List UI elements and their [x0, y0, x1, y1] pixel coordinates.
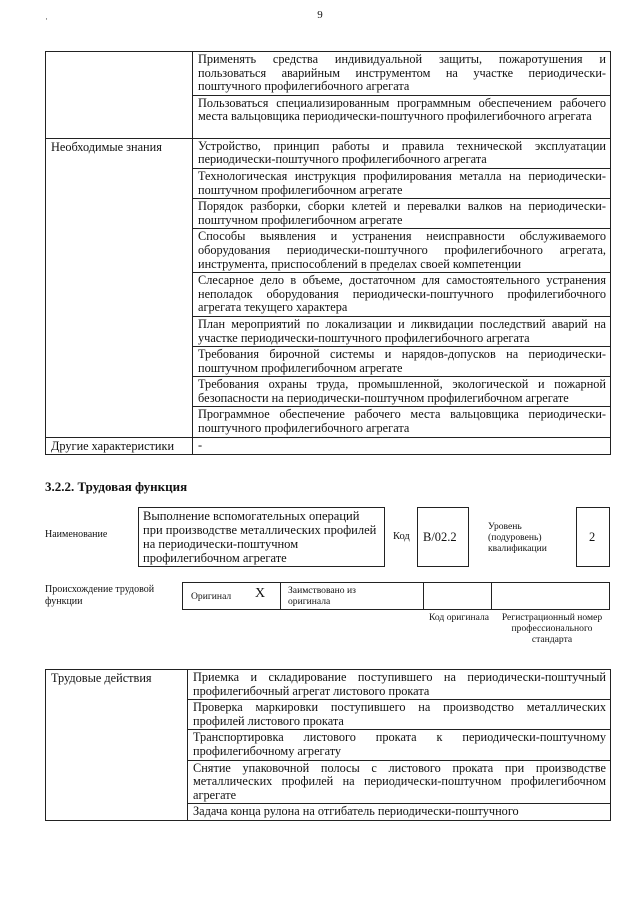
row-label-other: Другие характеристики — [46, 437, 193, 454]
list-item: Проверка маркировки поступившего на производство металлических профилей листового проката — [188, 700, 611, 730]
table-row — [46, 138, 611, 168]
labor-actions-table — [45, 669, 611, 821]
list-item: Задача конца рулона на отгибатель периодически-поштучного — [188, 804, 611, 821]
skills-knowledge-table — [45, 51, 611, 455]
list-item: Устройство, принцип работы и правила технической эксплуатации периодически-поштучного профилегибочного агрегата — [193, 138, 611, 168]
row-label — [46, 52, 193, 139]
list-item: Транспортировка листового проката к периодически-поштучному профилегибочному агрегату — [188, 730, 611, 760]
list-item: Технологическая инструкция профилирования металла на периодически-поштучном профилегибочном агрегате — [193, 168, 611, 198]
divider — [280, 582, 281, 610]
divider — [491, 582, 492, 610]
row-label-knowledge: Необходимые знания — [46, 138, 193, 437]
name-label: Наименование — [45, 529, 108, 540]
reg-number-caption: Регистрационный номер профессионального стандарта — [501, 612, 603, 645]
original-label: Оригинал — [191, 591, 232, 602]
list-item: Способы выявления и устранения неисправности обслуживаемого оборудования периодически-поштучного профилегибочного агрегата, инструмента, приспособлений в пределах своей компетенции — [193, 229, 611, 273]
list-item: Пользоваться специализированным программным обеспечением рабочего места вальцовщика периодически-поштучного профилегибочного агрегата — [193, 95, 611, 138]
list-item: Программное обеспечение рабочего места вальцовщика периодически-поштучного профилегибочного агрегата — [193, 407, 611, 437]
list-item: Снятие упаковочной полосы с листового проката при производстве металлических профилей на периодически-поштучном профилегибочном агрегате — [188, 760, 611, 804]
code-value: B/02.2 — [423, 530, 457, 544]
list-item: Порядок разборки, сборки клетей и перевалки валков на периодически-поштучном профилегибочном агрегате — [193, 199, 611, 229]
function-name: Выполнение вспомогательных операций при производстве металлических профилей на периодически-поштучном профилегибочном агрегате — [143, 509, 377, 565]
list-item: - — [193, 437, 611, 454]
list-item: Приемка и складирование поступившего на периодически-поштучный профилегибочный агрегат листового проката — [188, 670, 611, 700]
level-box — [576, 507, 610, 567]
origin-label: Происхождение трудовой функции — [45, 584, 155, 607]
list-item: Слесарное дело в объеме, достаточном для самостоятельного устранения неполадок оборудования периодически-поштучного профилегибочного агрегата текущего характера — [193, 273, 611, 317]
list-item: План мероприятий по локализации и ликвидации последствий аварий на участке периодически-поштучного профилегибочного агрегата — [193, 316, 611, 346]
origin-row — [182, 582, 610, 610]
code-origin-caption: Код оригинала — [428, 612, 490, 623]
list-item: Требования бирочной системы и нарядов-допусков на периодически-поштучном профилегибочном агрегате — [193, 347, 611, 377]
function-name-box — [138, 507, 385, 567]
table-row — [46, 670, 611, 700]
list-item: Требования охраны труда, промышленной, экологической и пожарной безопасности на периодически-поштучном профилегибочном агрегате — [193, 377, 611, 407]
code-label: Код — [393, 531, 410, 542]
divider — [423, 582, 424, 610]
actions-label: Трудовые действия — [46, 670, 188, 821]
corner-mark: · — [45, 14, 48, 24]
table-row — [46, 52, 611, 96]
code-box — [417, 507, 469, 567]
borrowed-label: Заимствовано из оригинала — [288, 585, 356, 607]
level-label: Уровень (подуровень) квалификации — [488, 521, 547, 554]
list-item: Применять средства индивидуальной защиты, пожаротушения и пользоваться аварийным инструментом на участке периодически-поштучного профилегибочного агрегата — [193, 52, 611, 96]
page-number: 9 — [317, 9, 323, 21]
table-row — [46, 437, 611, 454]
original-mark: X — [255, 586, 266, 601]
section-heading: 3.2.2. Трудовая функция — [45, 479, 188, 494]
level-value: 2 — [589, 530, 596, 544]
